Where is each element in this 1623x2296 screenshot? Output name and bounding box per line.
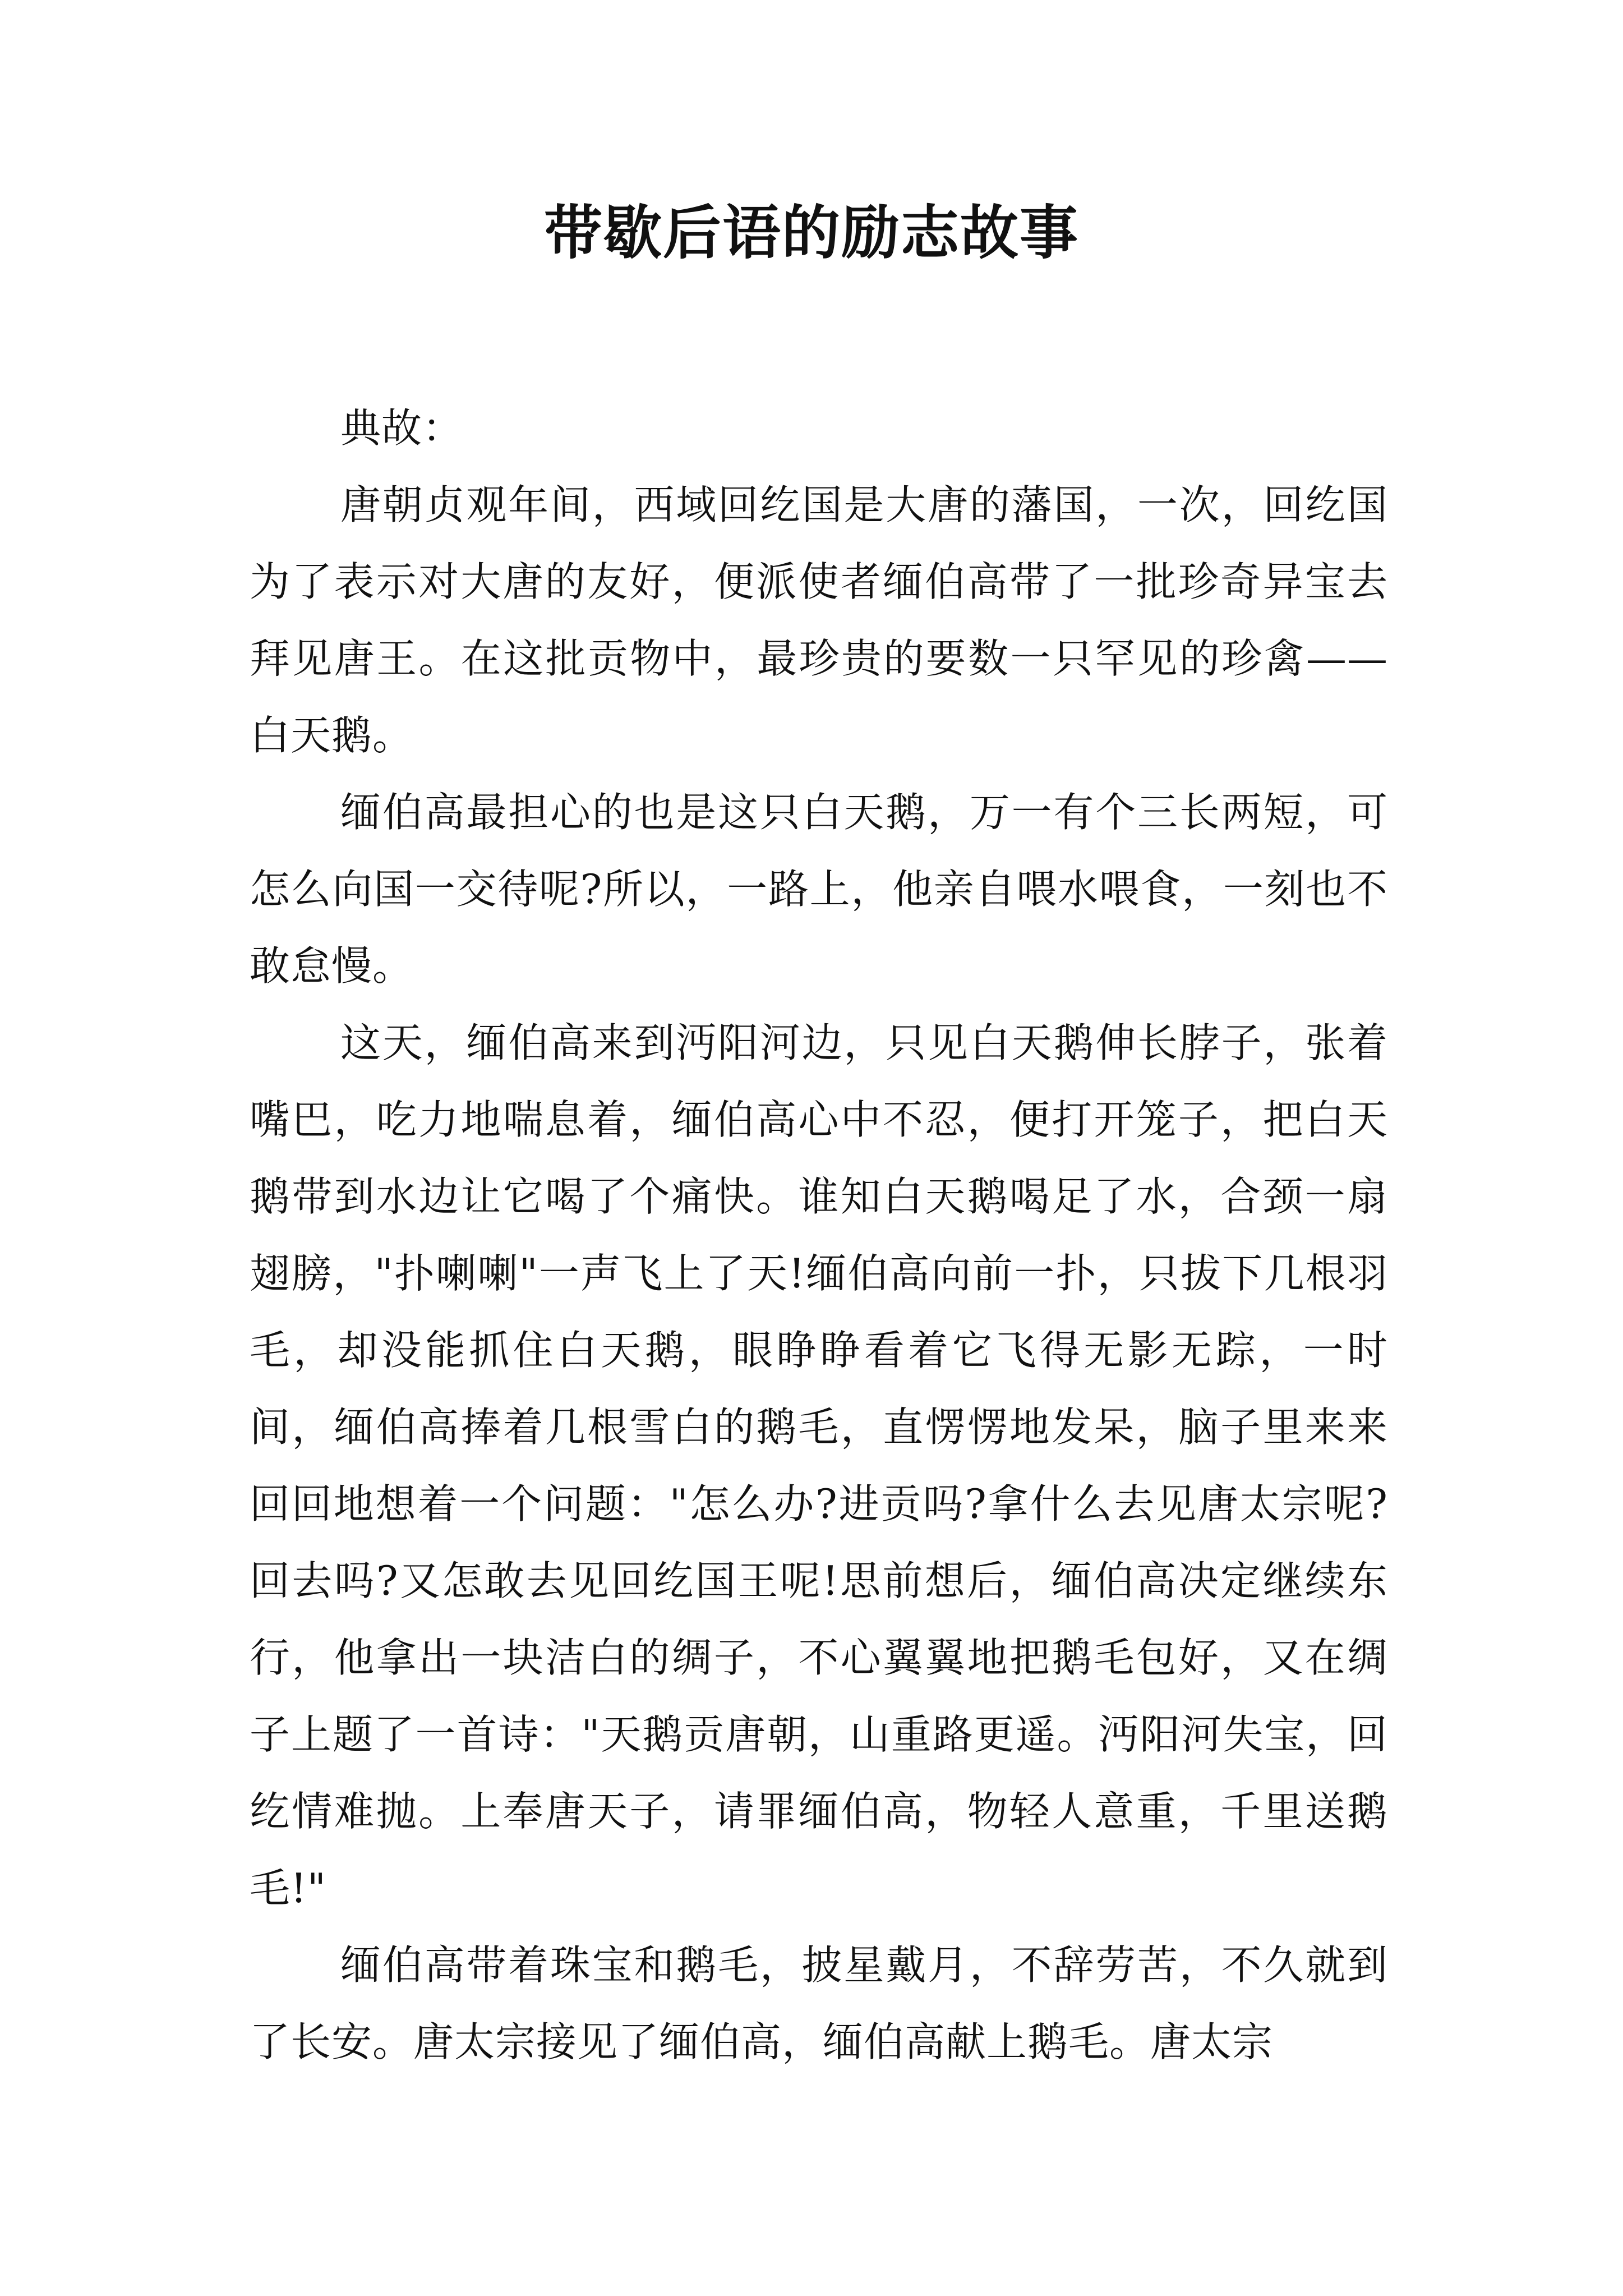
paragraph-allusion-heading: 典故：: [340, 404, 464, 452]
paragraph-1: 唐朝贞观年间，西域回纥国是大唐的藩国，一次，回纥国为了表示对大唐的友好，便派使者缅伯高带了一批珍奇异宝去拜见唐王。在这批贡物中，最珍贵的要数一只罕见的珍禽——白天鹅。: [250, 481, 1388, 759]
paragraph-2: 缅伯高最担心的也是这只白天鹅，万一有个三长两短，可怎么向国一交待呢?所以，一路上，他亲自喂水喂食，一刻也不敢怠慢。: [250, 789, 1388, 990]
document-body: [250, 390, 1388, 2081]
paragraph-4: 缅伯高带着珠宝和鹅毛，披星戴月，不辞劳苦，不久就到了长安。唐太宗接见了缅伯高，缅伯高献上鹅毛。唐太宗: [250, 1941, 1388, 2065]
paragraph-3: 这天，缅伯高来到沔阳河边，只见白天鹅伸长脖子，张着嘴巴，吃力地喘息着，缅伯高心中不忍，便打开笼子，把白天鹅带到水边让它喝了个痛快。谁知白天鹅喝足了水，合颈一扇翅膀，"扑喇喇"一声飞上了天!缅伯高向前一扑，只拔下几根羽毛，却没能抓住白天鹅，眼睁睁看着它飞得无影无踪，一时间，缅伯高捧着几根雪白的鹅毛，直愣愣地发呆，脑子里来来回回地想着一个问题："怎么办?进贡吗?拿什么去见唐太宗呢?回去吗?又怎敢去见回纥国王呢!思前想后，缅伯高决定继续东行，他拿出一块洁白的绸子，不心翼翼地把鹅毛包好，又在绸子上题了一首诗："天鹅贡唐朝，山重路更遥。沔阳河失宝，回纥情难抛。上奉唐天子，请罪缅伯高，物轻人意重，千里送鹅毛!": [250, 1019, 1388, 1912]
document-title: 带歇后语的励志故事: [543, 198, 1079, 267]
